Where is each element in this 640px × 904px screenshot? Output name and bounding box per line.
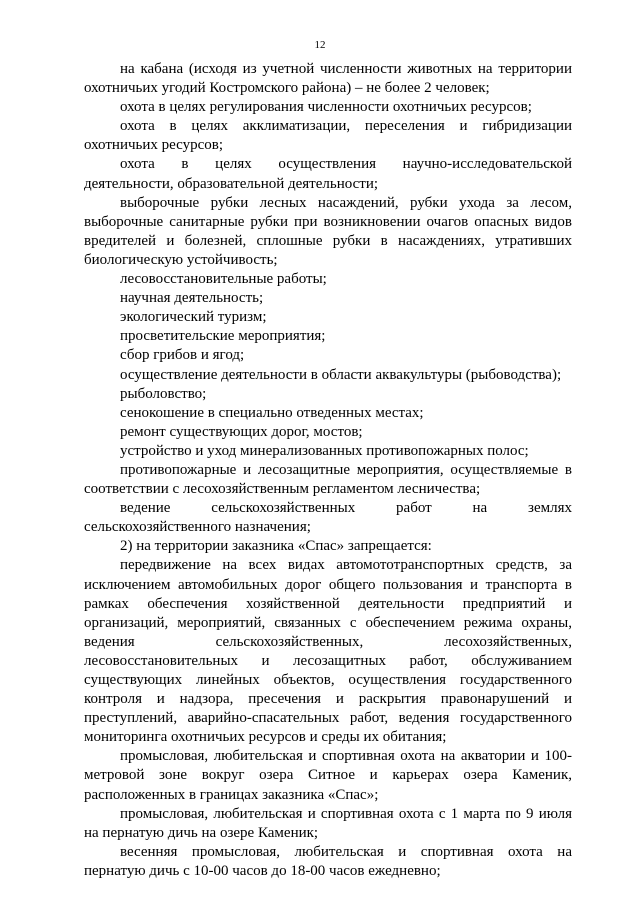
paragraph-fishing: рыболовство; — [120, 385, 207, 402]
paragraph-aquaculture: осуществление деятельности в области аквакультуры (рыбоводства); — [120, 366, 562, 383]
paragraph-reforestation: лесовосстановительные работы; — [120, 271, 327, 288]
paragraph-educational-events: просветительские мероприятия; — [120, 328, 326, 345]
paragraph-boar-hunting-limit: на кабана (исходя из учетной численности животных на территории охотничьих угодий Костромского района) – не более 2 человек; — [84, 61, 572, 97]
paragraph-haymaking: сенокошение в специально отведенных местах; — [120, 404, 424, 421]
document-body — [84, 60, 572, 881]
paragraph-firebreaks: устройство и уход минерализованных противопожарных полос; — [120, 442, 529, 459]
paragraph-vehicle-movement: передвижение на всех видах автомототранспортных средств, за исключением автомобильных дорог общего пользования и транспорта в рамках обеспечения хозяйственной деятельности предприятий и организаций, мероприятий, связанных с обеспечением режима охраны, ведения сельскохозяйственных, лесохозяйственных, лесовосстановительных и лесозащитных работ, обслуживанием существующих линейных объектов, осуществления государственного контроля и надзора, пресечения и раскрытия правонарушений и преступлений, аварийно-спасательных работ, ведения государственного мониторинга охотничьих ресурсов и среды их обитания; — [84, 557, 572, 746]
paragraph-regulation-hunting: охота в целях регулирования численности охотничьих ресурсов; — [120, 99, 532, 116]
paragraph-spas-prohibitions-heading: 2) на территории заказника «Спас» запрещается: — [120, 538, 432, 555]
paragraph-fire-protection: противопожарные и лесозащитные мероприятия, осуществляемые в соответствии с лесохозяйственным регламентом лесничества; — [84, 461, 572, 498]
paragraph-eco-tourism: экологический туризм; — [120, 309, 267, 326]
paragraph-hunting-lake-sitnoe: промысловая, любительская и спортивная охота на акватории и 100-метровой зоне вокруг озера Ситное и карьерах озера Каменик, расположенных в границах заказника «Спас»; — [84, 748, 572, 803]
paragraph-mushrooms-berries: сбор грибов и ягод; — [120, 347, 245, 364]
paragraph-hunting-lake-kamenik: промысловая, любительская и спортивная охота с 1 марта по 9 июля на пернатую дичь на озере Каменик; — [84, 805, 572, 841]
paragraph-spring-hunting-hours: весенняя промысловая, любительская и спортивная охота на пернатую дичь с 10-00 часов до 18-00 часов ежедневно; — [84, 843, 572, 879]
paragraph-road-repair: ремонт существующих дорог, мостов; — [120, 423, 363, 440]
paragraph-forest-cutting: выборочные рубки лесных насаждений, рубки ухода за лесом, выборочные санитарные рубки при возникновении очагов опасных видов вредителей и болезней, сплошные рубки в насаждениях, утративших биологическую устойчивость; — [84, 194, 572, 268]
paragraph-research-hunting: охота в целях осуществления научно-исследовательской деятельности, образовательной деятельности; — [84, 156, 572, 192]
paragraph-agriculture: ведение сельскохозяйственных работ на землях сельскохозяйственного назначения; — [84, 500, 572, 536]
paragraph-acclimatization-hunting: охота в целях акклиматизации, переселения и гибридизации охотничьих ресурсов; — [84, 118, 572, 154]
paragraph-scientific-activity: научная деятельность; — [120, 290, 264, 307]
page-number: 12 — [314, 39, 326, 51]
